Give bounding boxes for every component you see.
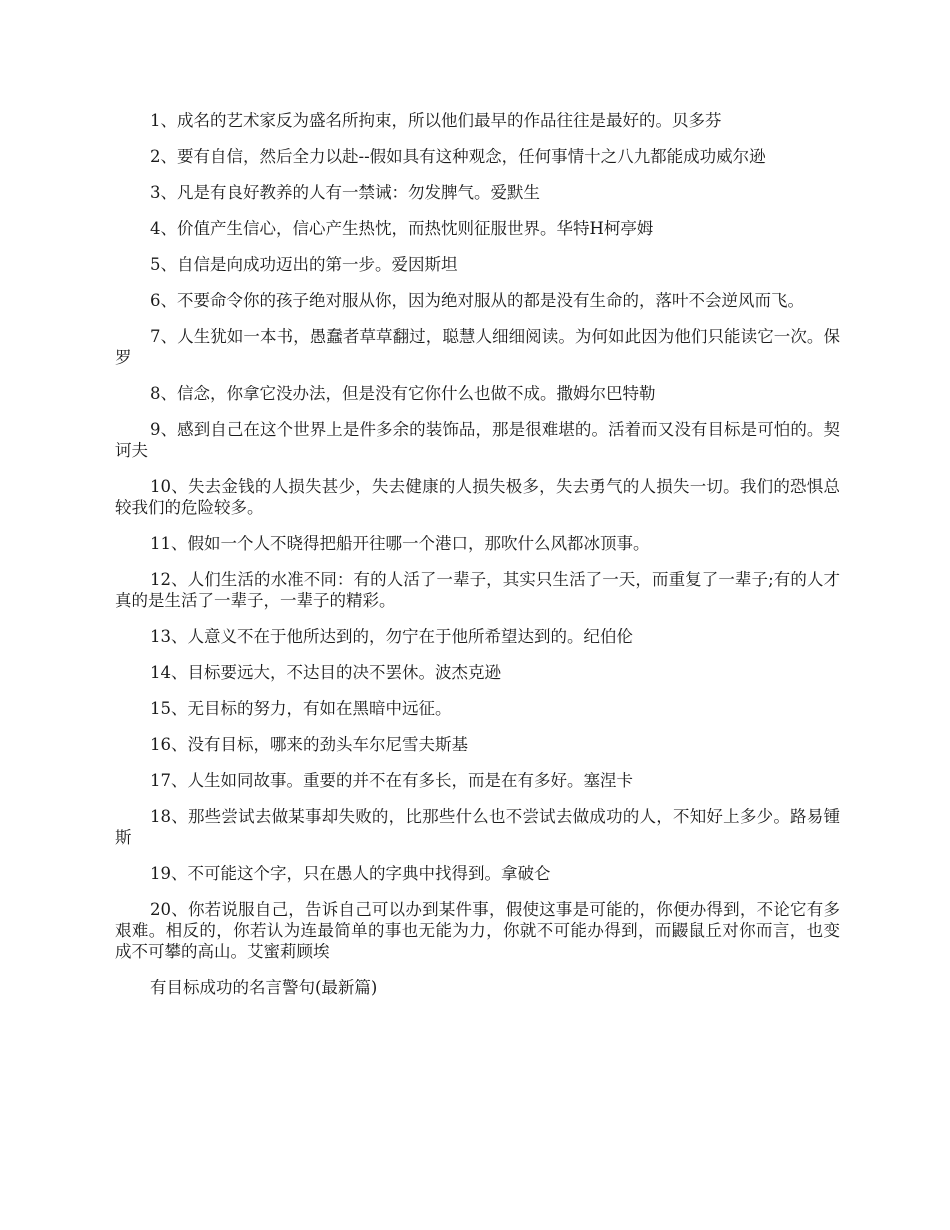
- quote-paragraph-14: 14、目标要远大，不达目的决不罢休。波杰克逊: [150, 663, 501, 682]
- quote-paragraph-2: 2、要有自信，然后全力以赴--假如具有这种观念，任何事情十之八九都能成功威尔逊: [150, 147, 766, 166]
- quote-paragraph-15: 15、无目标的努力，有如在黑暗中远征。: [150, 699, 452, 718]
- quote-paragraph-12: 12、人们生活的水准不同：有的人活了一辈子，其实只生活了一天，而重复了一辈子;有的人才真的是生活了一辈子，一辈子的精彩。: [115, 570, 840, 610]
- closing-heading: 有目标成功的名言警句(最新篇): [150, 978, 378, 997]
- quote-paragraph-11: 11、假如一个人不晓得把船开往哪一个港口，那吹什么风都冰顶事。: [150, 534, 650, 553]
- quote-paragraph-3: 3、凡是有良好教养的人有一禁诫：勿发脾气。爱默生: [150, 183, 540, 202]
- quote-paragraph-17: 17、人生如同故事。重要的并不在有多长，而是在有多好。塞涅卡: [150, 771, 633, 790]
- quote-paragraph-8: 8、信念，你拿它没办法，但是没有它你什么也做不成。撒姆尔巴特勒: [150, 384, 656, 403]
- document-body: [115, 110, 840, 1013]
- quote-paragraph-19: 19、不可能这个字，只在愚人的字典中找得到。拿破仑: [150, 864, 551, 883]
- quote-paragraph-9: 9、感到自己在这个世界上是件多余的装饰品，那是很难堪的。活着而又没有目标是可怕的。契诃夫: [115, 420, 840, 460]
- quote-paragraph-4: 4、价值产生信心，信心产生热忱，而热忱则征服世界。华特H柯亭姆: [150, 219, 654, 238]
- quote-paragraph-6: 6、不要命令你的孩子绝对服从你，因为绝对服从的都是没有生命的，落叶不会逆风而飞。: [150, 291, 804, 310]
- quote-paragraph-13: 13、人意义不在于他所达到的，勿宁在于他所希望达到的。纪伯伦: [150, 627, 633, 646]
- quote-paragraph-18: 18、那些尝试去做某事却失败的，比那些什么也不尝试去做成功的人，不知好上多少。路易锺斯: [115, 807, 840, 847]
- quote-paragraph-7: 7、人生犹如一本书，愚蠢者草草翻过，聪慧人细细阅读。为何如此因为他们只能读它一次。保罗: [115, 327, 840, 367]
- quote-paragraph-16: 16、没有目标，哪来的劲头车尔尼雪夫斯基: [150, 735, 468, 754]
- quote-paragraph-10: 10、失去金钱的人损失甚少，失去健康的人损失极多，失去勇气的人损失一切。我们的恐惧总较我们的危险较多。: [115, 477, 840, 517]
- quote-paragraph-20: 20、你若说服自己，告诉自己可以办到某件事，假使这事是可能的，你便办得到，不论它有多艰难。相反的，你若认为连最简单的事也无能为力，你就不可能办得到，而鼹鼠丘对你而言，也变成不可攀的高山。艾蜜莉顾埃: [115, 900, 840, 961]
- quote-paragraph-5: 5、自信是向成功迈出的第一步。爱因斯坦: [150, 255, 458, 274]
- quote-paragraph-1: 1、成名的艺术家反为盛名所拘束，所以他们最早的作品往往是最好的。贝多芬: [150, 111, 722, 130]
